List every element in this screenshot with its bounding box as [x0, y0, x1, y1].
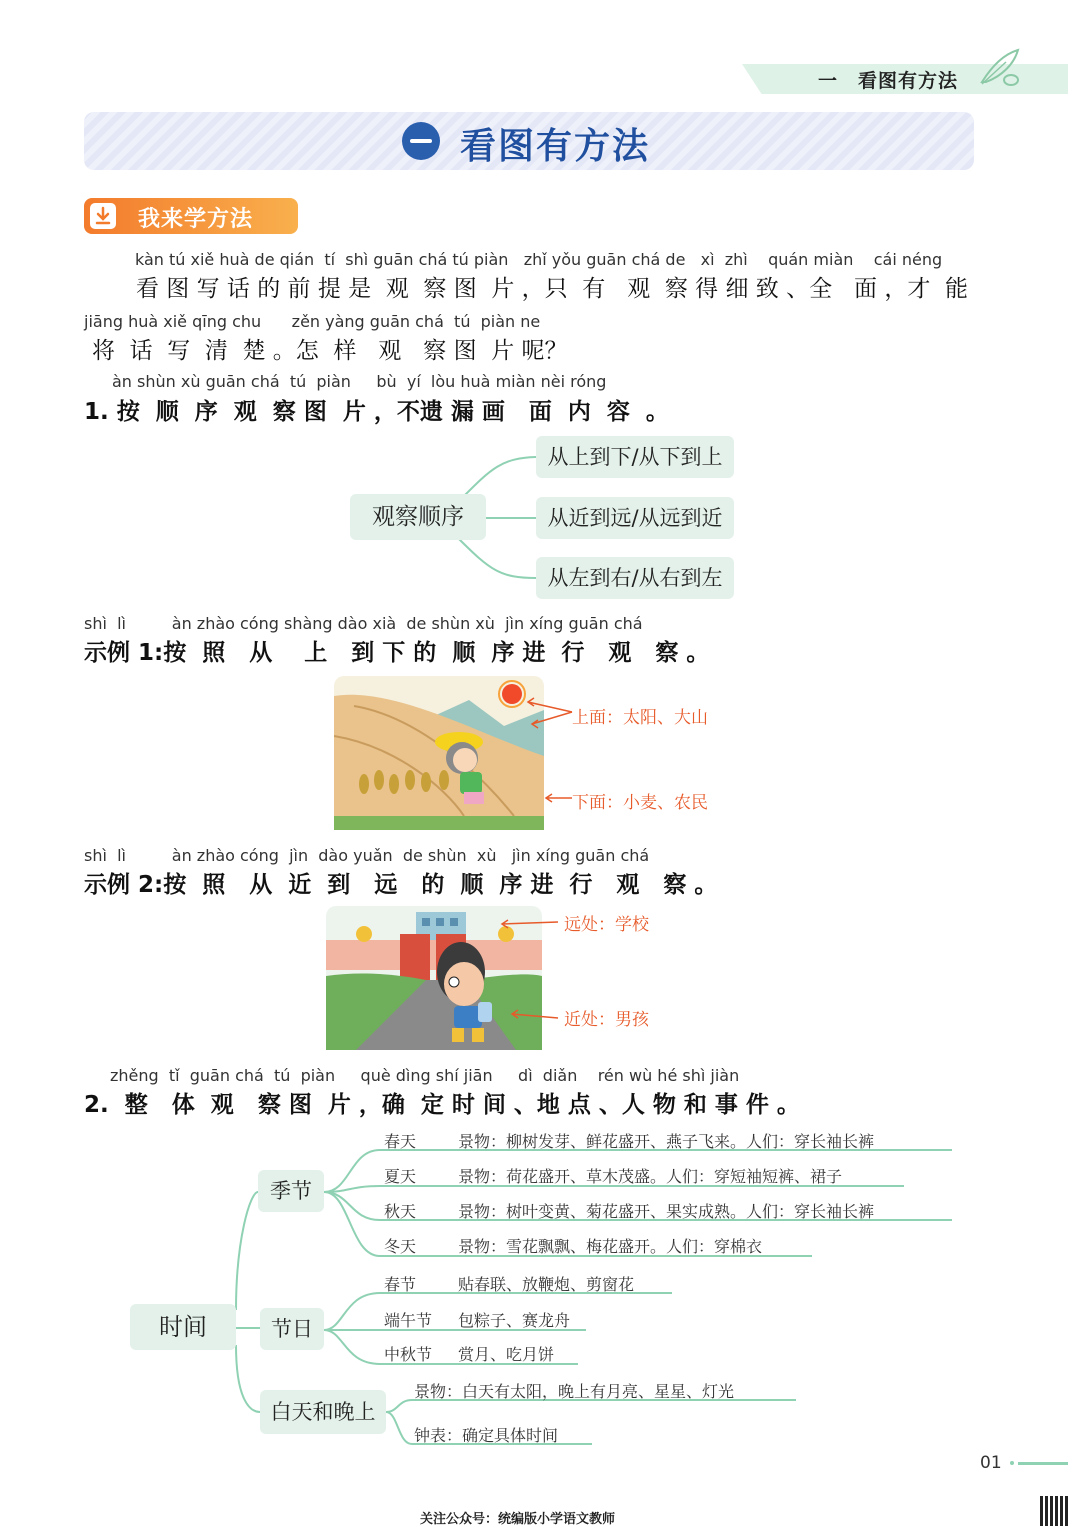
intro-text-1: 看 图 写 话 的 前 提 是 观 察 图 片 ，只 有 观 察 得 细 致 、全 面 ，才 能 — [136, 276, 968, 302]
festival-name: 端午节 — [384, 1311, 433, 1330]
point1-pinyin: àn shùn xù guān chá tú piàn bù yí lòu huà miàn nèi róng — [112, 372, 607, 391]
intro-pinyin-1: kàn tú xiě huà de qián tí shì guān chá tú piàn zhǐ yǒu guān chá de xì zhì quán miàn cái néng — [135, 250, 943, 269]
example2-pointer-arrows — [498, 910, 560, 1030]
time-center-node: 时间 — [130, 1304, 236, 1350]
page-title: 看图有方法 — [460, 126, 651, 167]
example1-pointer-arrows — [524, 690, 574, 810]
season-detail: 景物：树叶变黄、菊花盛开、果实成熟。人们：穿长袖长裤 — [458, 1202, 875, 1221]
order-branch-near-far: 从近到远/从远到近 — [536, 497, 734, 539]
example2-pinyin: shì lì àn zhào cóng jìn dào yuǎn de shùn xù jìn xíng guān chá — [84, 846, 650, 865]
farm-illustration — [334, 676, 544, 830]
daynight-detail: 景物：白天有太阳，晚上有月亮、星星、灯光 — [414, 1382, 735, 1401]
example1-text: 示例 1:按 照 从 上 到 下 的 顺 序 进 行 观 察 。 — [84, 640, 710, 666]
qr-code-icon — [1040, 1496, 1070, 1526]
intro-text-2: 将 话 写 清 楚 。怎 样 观 察 图 片 呢？ — [92, 338, 568, 364]
festival-name: 春节 — [384, 1275, 417, 1294]
festival-detail: 贴春联、放鞭炮、剪窗花 — [458, 1275, 635, 1294]
season-name: 夏天 — [384, 1167, 417, 1186]
daynight-detail: 钟表：确定具体时间 — [414, 1426, 559, 1445]
point1-text: 1. 按 顺 序 观 察 图 片 ，不遗 漏 画 面 内 容 。 — [84, 399, 669, 425]
season-name: 秋天 — [384, 1202, 417, 1221]
order-center-node: 观察顺序 — [350, 494, 486, 540]
season-detail: 景物：雪花飘飘、梅花盛开。人们：穿棉衣 — [458, 1237, 763, 1256]
example2-note-near: 近处：男孩 — [564, 1010, 649, 1030]
season-node: 季节 — [258, 1170, 324, 1212]
footer-text: 关注公众号：统编版小学语文教师 — [420, 1512, 616, 1527]
header-chapter-title: 一 看图有方法 — [818, 70, 959, 92]
page-number-dot — [1010, 1461, 1014, 1465]
season-detail: 景物：荷花盛开、草木茂盛。人们：穿短袖短裤、裙子 — [458, 1167, 843, 1186]
daynight-node: 白天和晚上 — [260, 1390, 386, 1434]
season-name: 冬天 — [384, 1237, 417, 1256]
season-detail: 景物：柳树发芽、鲜花盛开、燕子飞来。人们：穿长袖长裤 — [458, 1132, 875, 1151]
example2-note-far: 远处：学校 — [564, 915, 649, 935]
example1-pinyin: shì lì àn zhào cóng shàng dào xià de shùn xù jìn xíng guān chá — [84, 614, 643, 633]
festival-detail: 赏月、吃月饼 — [458, 1345, 555, 1364]
section-label: 我来学方法 — [138, 207, 254, 232]
example1-note-top: 上面：太阳、大山 — [572, 708, 708, 728]
festival-node: 节日 — [260, 1308, 324, 1350]
order-branch-top-bottom: 从上到下/从下到上 — [536, 436, 734, 478]
page-number: 01 — [980, 1453, 1002, 1473]
season-name: 春天 — [384, 1132, 417, 1151]
page-number-rule — [1018, 1462, 1068, 1465]
point2-text: 2. 整 体 观 察 图 片 ，确 定 时 间 、地 点 、人 物 和 事 件 。 — [84, 1092, 800, 1118]
festival-detail: 包粽子、赛龙舟 — [458, 1311, 571, 1330]
point2-pinyin: zhěng tǐ guān chá tú piàn què dìng shí jiān dì diǎn rén wù hé shì jiàn — [110, 1066, 740, 1085]
example1-note-bottom: 下面：小麦、农民 — [572, 793, 708, 813]
order-branch-left-right: 从左到右/从右到左 — [536, 557, 734, 599]
festival-name: 中秋节 — [384, 1345, 433, 1364]
example2-text: 示例 2:按 照 从 近 到 远 的 顺 序 进 行 观 察 。 — [84, 872, 718, 898]
intro-pinyin-2: jiāng huà xiě qīng chu zěn yàng guān chá tú piàn ne — [84, 312, 541, 331]
